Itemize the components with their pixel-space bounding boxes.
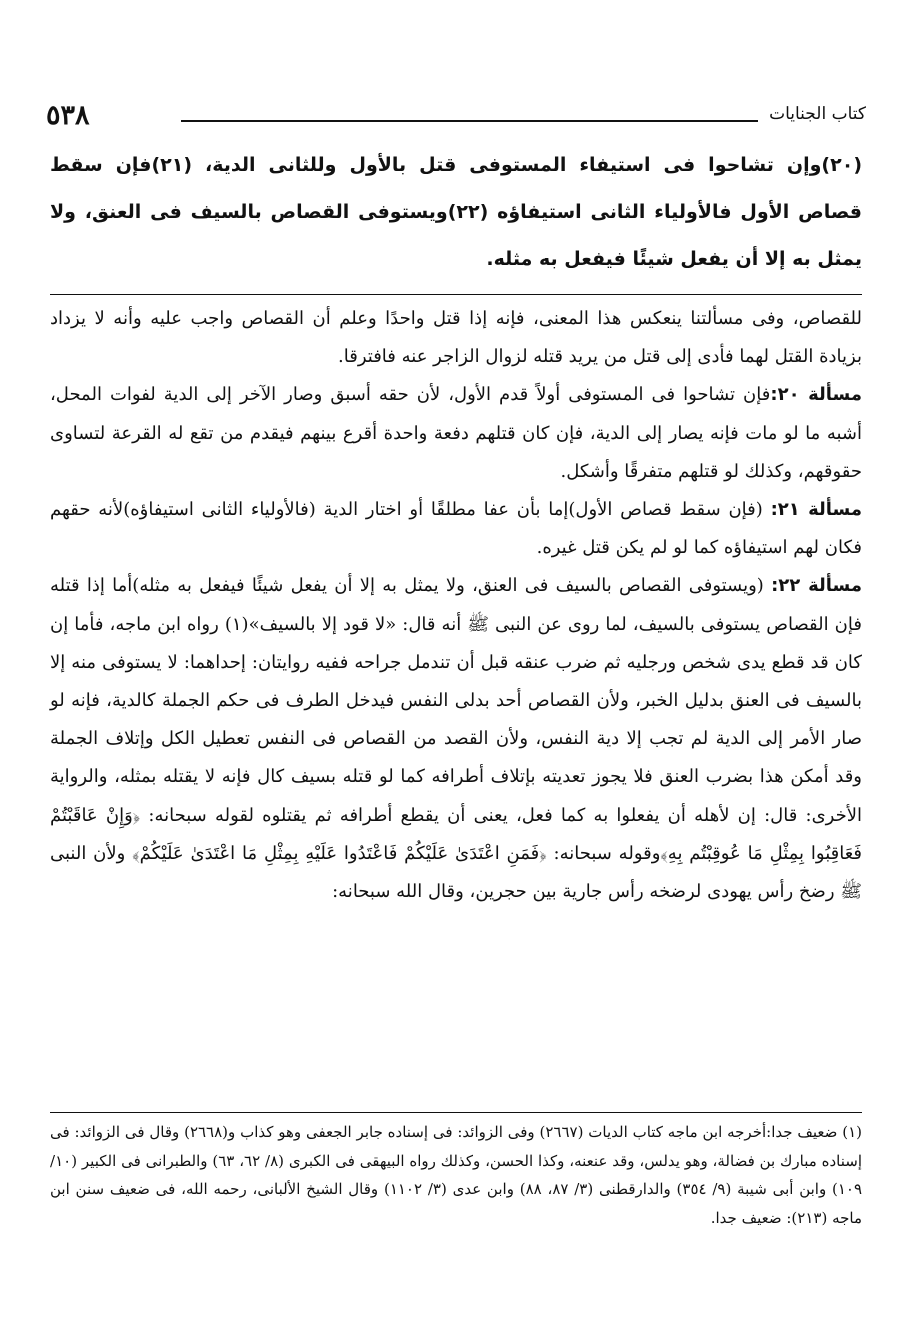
page-number: ٥٣٨ xyxy=(46,100,90,131)
main-text: (٢٠)وإن تشاحوا فى استيفاء المستوفى قتل بالأول وللثانى الدية، (٢١)فإن سقط قصاص الأول فالأولياء الثانى استيفاؤه (٢٢)ويستوفى القصاص بالسيف فى العنق، ولا يمثل به إلا أن يفعل شيئًا فيفعل به مثله. xyxy=(50,154,863,270)
issue-22-text: (ويستوفى القصاص بالسيف فى العنق، ولا يمثل به إلا أن يفعل شيئًا فيفعل به مثله)أما إذا قتله فإن القصاص يستوفى بالسيف، لما روى عن النبى ﷺ أنه قال: «لا قود إلا بالسيف»(١) رواه ابن ماجه، فأما إن كان قد قطع يدى شخص ورجليه ثم ضرب عنقه قبل أن تندمل جراحه ففيه روايتان: إحداهما: لا يستوفى منه إلا بالسيف فى العنق بدليل الخبر، ولأن القصاص أحد بدلى النفس فيدخل الطرف فى حكم الجملة كالدية، فإنه لو صار الأمر إلى الدية لم تجب إلا دية النفس، ولأن القصد من القصاص فى النفس تعطيل الكل وإتلاف الجملة وقد أمكن هذا بضرب العنق فلا يجوز تعديته بإتلاف أطرافه كما لو قتله بسيف كال فإنه لا يقتله بمثله، والرواية الأخرى: قال: إن لأهله أن يفعلوا به كما فعل، يعنى أن يقطع أطرافه ثم يقتلوه لقوله سبحانه: ﴿وَإِنْ عَاقَبْتُمْ فَعَاقِبُوا بِمِثْلِ مَا عُوقِبْتُم بِهِ﴾وقوله سبحانه: ﴿فَمَنِ اعْتَدَىٰ عَلَيْكُمْ فَاعْتَدُوا عَلَيْهِ بِمِثْلِ مَا اعْتَدَىٰ عَلَيْكُمْ﴾ ولأن النبى ﷺ رضخ رأس يهودى لرضخه رأس جارية بين حجرين، وقال الله سبحانه: xyxy=(50,575,862,903)
page-header xyxy=(46,100,866,136)
issue-21-label: مسألة ٢١: xyxy=(770,499,862,521)
issue-21 xyxy=(50,491,862,567)
commentary-intro: للقصاص، وفى مسألتنا ينعكس هذا المعنى، فإنه إذا قتل واحدًا وعلم أن القصاص واجب عليه وأنه لا يزداد بزيادة القتل لهما فأدى إلى قتل من يريد قتله لزوال الزاجر عنه فافترقا. xyxy=(50,308,862,368)
commentary xyxy=(50,300,862,911)
footnote-divider xyxy=(50,1112,862,1113)
issue-21-text: (فإن سقط قصاص الأول)إما بأن عفا مطلقًا أو اختار الدية (فالأولياء الثانى استيفاؤه)لأنه حقهم فكان لهم استيفاؤه كما لو لم يكن قتل غيره. xyxy=(50,499,862,559)
footnote: (١) ضعيف جدا:أخرجه ابن ماجه كتاب الديات (٢٦٦٧) وفى الزوائد: فى إسناده جابر الجعفى وهو كذاب و(٢٦٦٨) وقال فى الزوائد: فى إسناده مبارك بن فضالة، وهو يدلس، وقد عنعنه، وكذا الحسن، وكذلك رواه البيهقى فى الكبرى (٨/ ٦٢، ٦٣) والطبرانى فى الكبير (١٠/ ١٠٩) وابن أبى شيبة (٩/ ٣٥٤) والدارقطنى (٣/ ٨٧، ٨٨) وابن عدى (٣/ ١١٠٢) وقال الشيخ الألبانى، رحمه الله، فى ضعيف سنن ابن ماجه (٢١٣): ضعيف جدا. xyxy=(50,1123,863,1227)
issue-22-label: مسألة ٢٢: xyxy=(771,575,862,597)
running-title: كتاب الجنايات xyxy=(769,104,866,124)
issue-22 xyxy=(50,567,862,911)
issue-20-text: فإن تشاحوا فى المستوفى أولاً قدم الأول، لأن حقه أسبق وصار الآخر إلى الدية لفوات المحل، أشبه ما لو مات فإنه يصار إلى الدية، فإن كان قتلهم دفعة واحدة أقرع بينهم فيقدم من تقع له القرعة لتساوى حقوقهم، وكذلك لو قتلهم متفرقًا وأشكل. xyxy=(50,384,862,482)
header-rule xyxy=(181,120,758,122)
issue-20-label: مسألة ٢٠: xyxy=(770,384,862,406)
main-text-divider xyxy=(50,294,862,295)
issue-20 xyxy=(50,376,862,491)
